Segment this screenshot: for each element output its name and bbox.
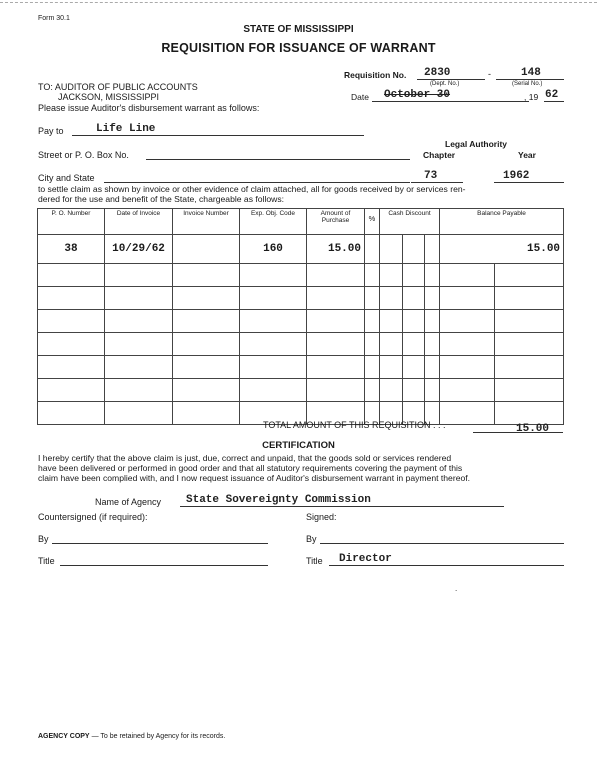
year-value-line	[494, 182, 564, 183]
table-row	[38, 235, 564, 264]
by-label-left: By	[38, 534, 49, 544]
year-col-label: Year	[518, 150, 536, 160]
certification-title: CERTIFICATION	[262, 440, 335, 451]
title-value: Director	[339, 553, 392, 565]
date-label: Date	[351, 92, 369, 102]
col-header-cash: Cash Discount	[380, 209, 440, 235]
table-row	[38, 310, 564, 333]
agency-value: State Sovereignty Commission	[186, 494, 371, 506]
chapter-label: Chapter	[423, 150, 456, 160]
cell-cash-a	[380, 235, 403, 264]
agency-label: Name of Agency	[95, 497, 162, 507]
date-value: October 30	[384, 89, 451, 101]
pay-to-value: Life Line	[96, 123, 156, 135]
by-label-right: By	[306, 534, 317, 544]
pay-to-label: Pay to	[38, 126, 64, 136]
certification-line2: have been delivered or performed in good order and that all statutory requirements covering the payment of this	[38, 463, 463, 473]
total-value: 15.00	[516, 423, 550, 435]
settle-text-line2: dered for the use and benefit of the State, chargeable as follows:	[38, 194, 285, 204]
city-line	[104, 182, 410, 183]
title-line-left	[60, 565, 268, 566]
table-row	[38, 356, 564, 379]
state-heading: STATE OF MISSISSIPPI	[243, 24, 354, 35]
table-row	[38, 287, 564, 310]
col-header-invoice: Invoice Number	[173, 209, 240, 235]
col-header-amount: Amount of Purchase	[307, 209, 365, 235]
title-label-right: Title	[306, 556, 323, 566]
year-prefix: , 19	[524, 92, 539, 102]
street-label: Street or P. O. Box No.	[38, 150, 129, 160]
dash-separator: -	[488, 69, 491, 79]
agency-copy-note: — To be retained by Agency for its records.	[91, 733, 226, 740]
year-value: 62	[545, 89, 559, 101]
charges-table	[37, 208, 564, 425]
cell-cash-b	[403, 235, 425, 264]
table-row	[38, 379, 564, 402]
form-title: REQUISITION FOR ISSUANCE OF WARRANT	[161, 41, 436, 55]
dept-no-line	[417, 79, 485, 80]
requisition-label: Requisition No.	[344, 70, 407, 80]
legal-authority-label: Legal Authority	[445, 139, 508, 149]
serial-no-line	[496, 79, 564, 80]
settle-text-line1: to settle claim as shown by invoice or other evidence of claim attached, all for goods received by or services ren-	[38, 184, 466, 194]
pay-to-line	[72, 135, 364, 136]
instruction-text: Please issue Auditor's disbursement warrant as follows:	[38, 103, 260, 113]
chapter-value: 73	[424, 170, 438, 182]
addressee-line1: TO: AUDITOR OF PUBLIC ACCOUNTS	[38, 82, 198, 92]
form-number: Form 30.1	[38, 15, 70, 22]
cell-invoice	[173, 235, 240, 264]
certification-line1: I hereby certify that the above claim is just, due, correct and unpaid, that the goods sold or services rendered	[38, 453, 452, 463]
serial-no-value: 148	[521, 67, 541, 79]
cell-po: 38	[38, 235, 105, 264]
serial-no-caption: (Serial No.)	[512, 81, 543, 87]
cell-pct	[365, 235, 380, 264]
cell-balance: 15.00	[440, 235, 564, 264]
street-line	[146, 159, 410, 160]
agency-copy-label: AGENCY COPY	[38, 733, 90, 740]
col-header-pct: %	[365, 209, 380, 235]
table-row	[38, 333, 564, 356]
col-header-balance: Balance Payable	[440, 209, 564, 235]
cell-date: 10/29/62	[105, 235, 173, 264]
title-line-right	[329, 565, 564, 566]
footer	[38, 733, 225, 740]
by-line-right	[320, 543, 564, 544]
cell-amount: 15.00	[307, 235, 365, 264]
certification-line3: claim have been complied with, and I now request issuance of Auditor's disbursement warrant in payment thereof.	[38, 473, 471, 483]
col-header-date: Date of Invoice	[105, 209, 173, 235]
stray-mark: .	[455, 584, 458, 593]
total-label: TOTAL AMOUNT OF THIS REQUISITION . . .	[263, 420, 446, 430]
title-label-left: Title	[38, 556, 55, 566]
cell-cash-c	[425, 235, 440, 264]
table-row	[38, 264, 564, 287]
addressee-line2: JACKSON, MISSISSIPPI	[58, 92, 160, 102]
city-label: City and State	[38, 173, 95, 183]
dept-no-value: 2830	[424, 67, 451, 79]
by-line-left	[52, 543, 268, 544]
signed-label: Signed:	[306, 512, 337, 522]
year-line	[544, 101, 564, 102]
legal-year-value: 1962	[503, 170, 530, 182]
agency-line	[180, 506, 504, 507]
table-header-row	[38, 209, 564, 235]
countersigned-label: Countersigned (if required):	[38, 512, 148, 522]
dept-no-caption: (Dept. No.)	[430, 81, 460, 87]
col-header-po: P. O. Number	[38, 209, 105, 235]
top-perforation	[0, 2, 597, 3]
col-header-exp: Exp. Obj. Code	[240, 209, 307, 235]
cell-exp: 160	[240, 235, 307, 264]
date-line	[372, 101, 529, 102]
chapter-line	[411, 182, 463, 183]
